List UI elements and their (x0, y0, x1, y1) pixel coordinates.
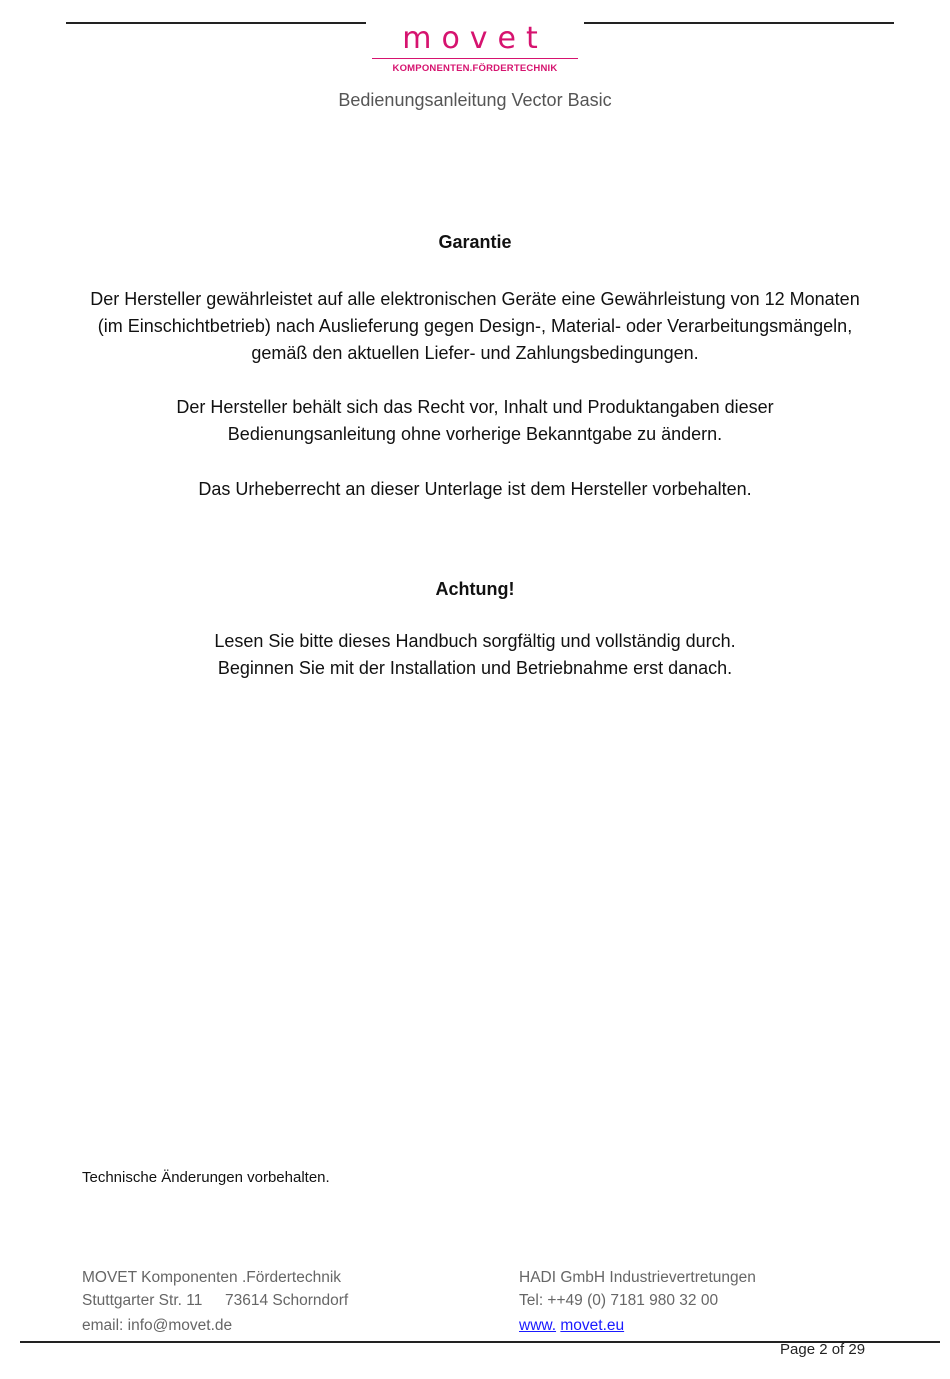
footer-company: MOVET Komponenten .Fördertechnik (82, 1269, 342, 1286)
header-rule-right (584, 22, 894, 24)
guarantee-heading: Garantie (438, 232, 512, 252)
guarantee-paragraph-2 (40, 394, 910, 448)
page-number: Page 2 of 29 (780, 1341, 866, 1358)
footer-website (519, 1314, 756, 1337)
logo-wordmark: movet (402, 21, 548, 56)
footer-address (82, 1289, 348, 1312)
text-line: Lesen Sie bitte dieses Handbuch sorgfältig und vollständig durch. (214, 631, 736, 651)
logo-divider (372, 58, 578, 59)
footer-phone: Tel: ++49 (0) 7181 980 32 00 (519, 1292, 719, 1309)
website-link-part2[interactable]: movet.eu (560, 1317, 625, 1334)
text-line: (im Einschichtbetrieb) nach Auslieferung gegen Design-, Material- oder Verarbeitungsmängeln, (97, 316, 853, 336)
technical-note: Technische Änderungen vorbehalten. (82, 1169, 330, 1186)
text-line: Bedienungsanleitung ohne vorherige Bekanntgabe zu ändern. (227, 424, 723, 444)
guarantee-paragraph-1 (40, 286, 910, 367)
text-line: Der Hersteller gewährleistet auf alle elektronischen Geräte eine Gewährleistung von 12 Monaten (90, 289, 860, 309)
footer-city: 73614 Schorndorf (224, 1292, 349, 1309)
warning-heading: Achtung! (435, 579, 515, 599)
header-rule-left (66, 22, 366, 24)
document-title: Bedienungsanleitung Vector Basic (338, 90, 612, 110)
logo-subtitle: KOMPONENTEN.FÖRDERTECHNIK (392, 63, 558, 74)
website-link-part1[interactable]: www. (519, 1317, 557, 1334)
footer-email[interactable]: email: info@movet.de (82, 1317, 233, 1334)
text-line: gemäß den aktuellen Liefer- und Zahlungsbedingungen. (251, 343, 699, 363)
text-line: Beginnen Sie mit der Installation und Betriebnahme erst danach. (217, 658, 733, 678)
footer-left (82, 1266, 348, 1337)
footer-partner-company: HADI GmbH Industrievertretungen (519, 1269, 756, 1286)
footer-right (519, 1266, 756, 1337)
text-line: Der Hersteller behält sich das Recht vor, Inhalt und Produktangaben dieser (176, 397, 774, 417)
guarantee-paragraph-3: Das Urheberrecht an dieser Unterlage ist dem Hersteller vorbehalten. (198, 479, 752, 499)
warning-text (40, 628, 910, 682)
footer-street: Stuttgarter Str. 11 (82, 1292, 203, 1309)
